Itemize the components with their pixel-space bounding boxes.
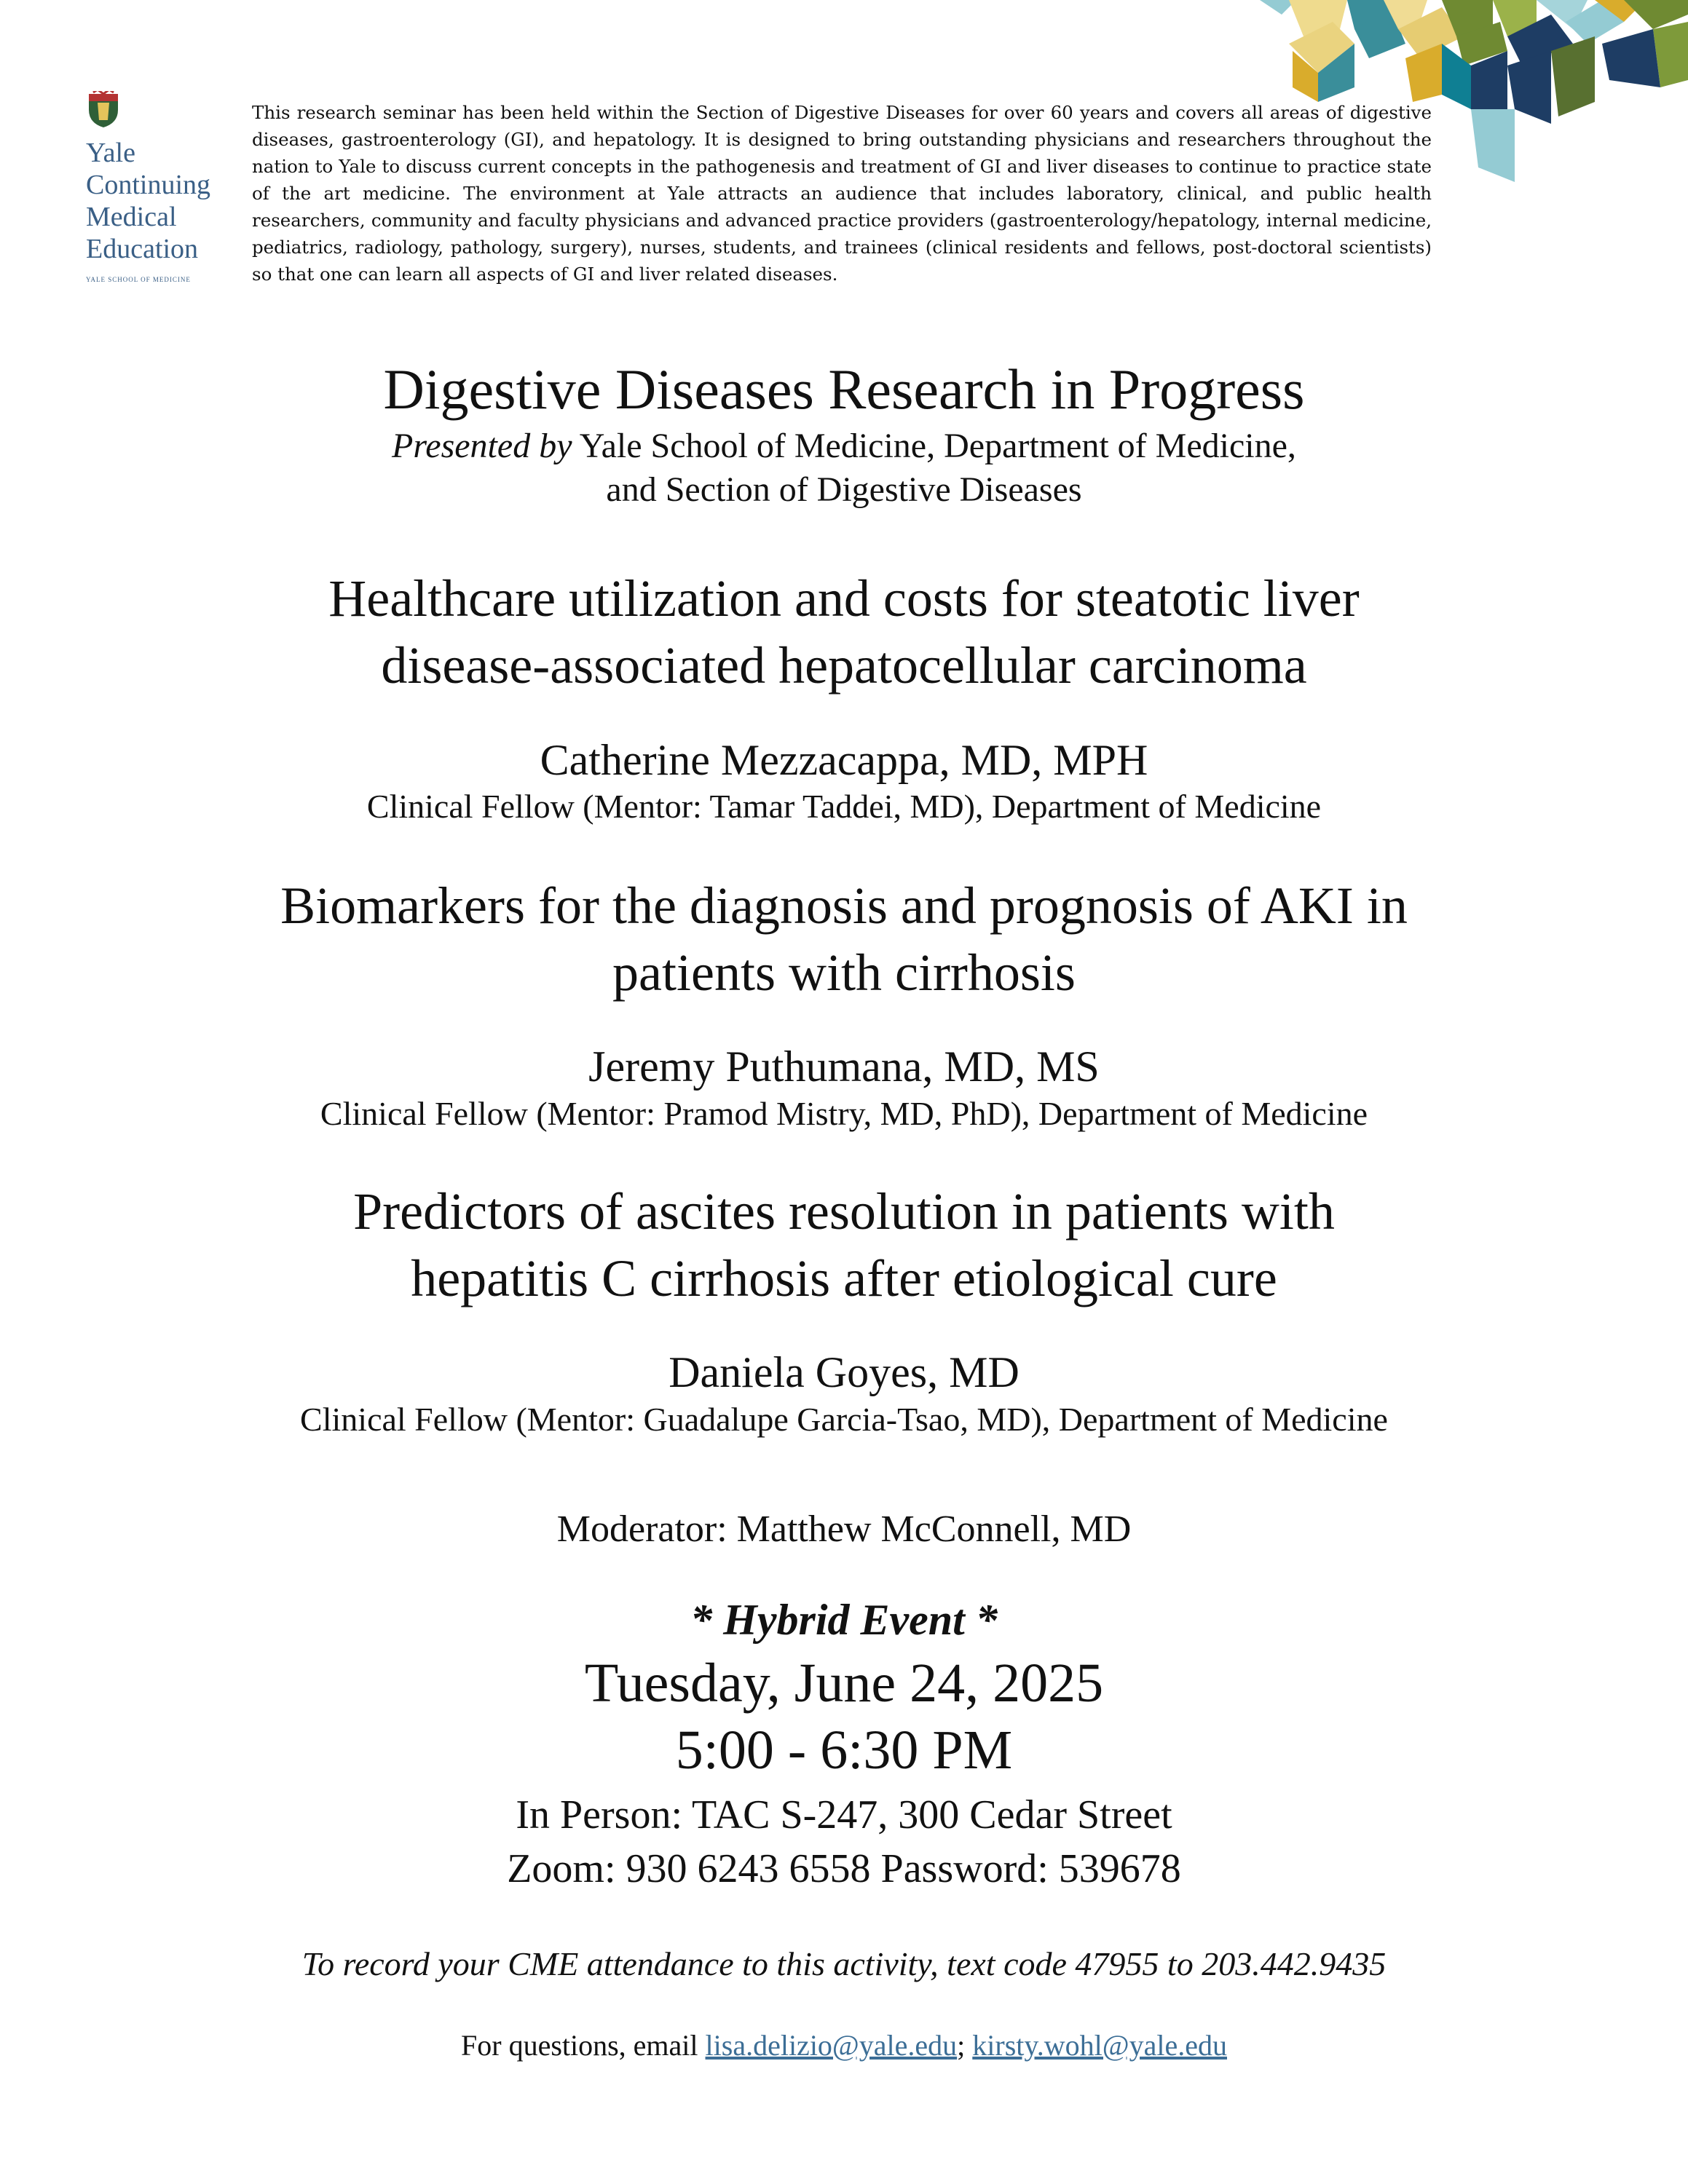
- event-time: 5:00 - 6:30 PM: [675, 1720, 1013, 1781]
- talk-3-title-line-1: Predictors of ascites resolution in patients with: [353, 1182, 1335, 1241]
- presenter-line-1: Yale School of Medicine, Department of Medicine,: [572, 427, 1296, 465]
- contact-line: [0, 2027, 1688, 2064]
- presenter-line-2: and Section of Digestive Diseases: [606, 470, 1082, 509]
- yale-cme-logo: [86, 91, 235, 295]
- yale-shield-icon: [87, 91, 119, 129]
- presented-by-label: Presented by: [392, 427, 572, 465]
- email-link-kirsty-wohl[interactable]: kirsty.wohl@yale.edu: [972, 2029, 1227, 2062]
- contact-prefix: For questions, email: [461, 2029, 706, 2062]
- talk-2-title-line-1: Biomarkers for the diagnosis and prognosis of AKI in: [280, 877, 1408, 935]
- talk-1-title-line-1: Healthcare utilization and costs for steatotic liver: [328, 569, 1360, 628]
- presented-by-line: [0, 425, 1688, 467]
- talk-3-title-line-2: hepatitis C cirrhosis after etiological cure: [411, 1249, 1277, 1307]
- cme-attendance-note: To record your CME attendance to this activity, text code 47955 to 203.442.9435: [301, 1945, 1387, 1982]
- talk-2-speaker-role: Clinical Fellow (Mentor: Pramod Mistry, MD, PhD), Department of Medicine: [320, 1095, 1368, 1132]
- talk-3-speaker: Daniela Goyes, MD: [669, 1348, 1019, 1396]
- zoom-info: Zoom: 930 6243 6558 Password: 539678: [507, 1846, 1181, 1891]
- moderator: Moderator: Matthew McConnell, MD: [556, 1508, 1132, 1550]
- talk-1-speaker-role: Clinical Fellow (Mentor: Tamar Taddei, MD), Department of Medicine: [366, 788, 1322, 825]
- email-link-lisa-delizio[interactable]: lisa.delizio@yale.edu: [705, 2029, 958, 2062]
- hybrid-event-label: * Hybrid Event *: [690, 1596, 998, 1644]
- contact-separator: ;: [957, 2029, 973, 2062]
- logo-text-line: Yale: [86, 138, 135, 168]
- talk-1-speaker: Catherine Mezzacappa, MD, MPH: [540, 736, 1148, 784]
- logo-subtext: YALE SCHOOL OF MEDICINE: [86, 276, 191, 283]
- logo-text-line: Medical: [86, 202, 177, 232]
- talk-2-title-line-2: patients with cirrhosis: [612, 943, 1076, 1002]
- in-person-location: In Person: TAC S-247, 300 Cedar Street: [516, 1792, 1172, 1837]
- logo-text-line: Education: [86, 234, 199, 264]
- talk-3-speaker-role: Clinical Fellow (Mentor: Guadalupe Garcia-Tsao, MD), Department of Medicine: [300, 1401, 1388, 1438]
- talk-1-title-line-2: disease-associated hepatocellular carcinoma: [381, 636, 1307, 695]
- seminar-description: This research seminar has been held within the Section of Digestive Diseases for over 60 years and covers all areas of digestive diseases, gastroenterology (GI), and hepatology. It is designed to bring outstanding physicians and researchers throughout the nation to Yale to discuss current concepts in the pathogenesis and treatment of GI and liver diseases to continue to practice state of the art medicine. The environment at Yale attracts an audience that includes laboratory, clinical, and public health researchers, community and faculty physicians and advanced practice providers (gastroenterology/hepatology, internal medicine, pediatrics, radiology, pathology, surgery), nurses, students, and trainees (clinical residents and fellows, post-doctoral scientists) so that one can learn all aspects of GI and liver related diseases.: [252, 102, 1432, 285]
- talk-2-speaker: Jeremy Puthumana, MD, MS: [588, 1042, 1100, 1091]
- event-date: Tuesday, June 24, 2025: [584, 1653, 1104, 1714]
- event-title: Digestive Diseases Research in Progress: [383, 357, 1305, 421]
- logo-text-line: Continuing: [86, 170, 211, 200]
